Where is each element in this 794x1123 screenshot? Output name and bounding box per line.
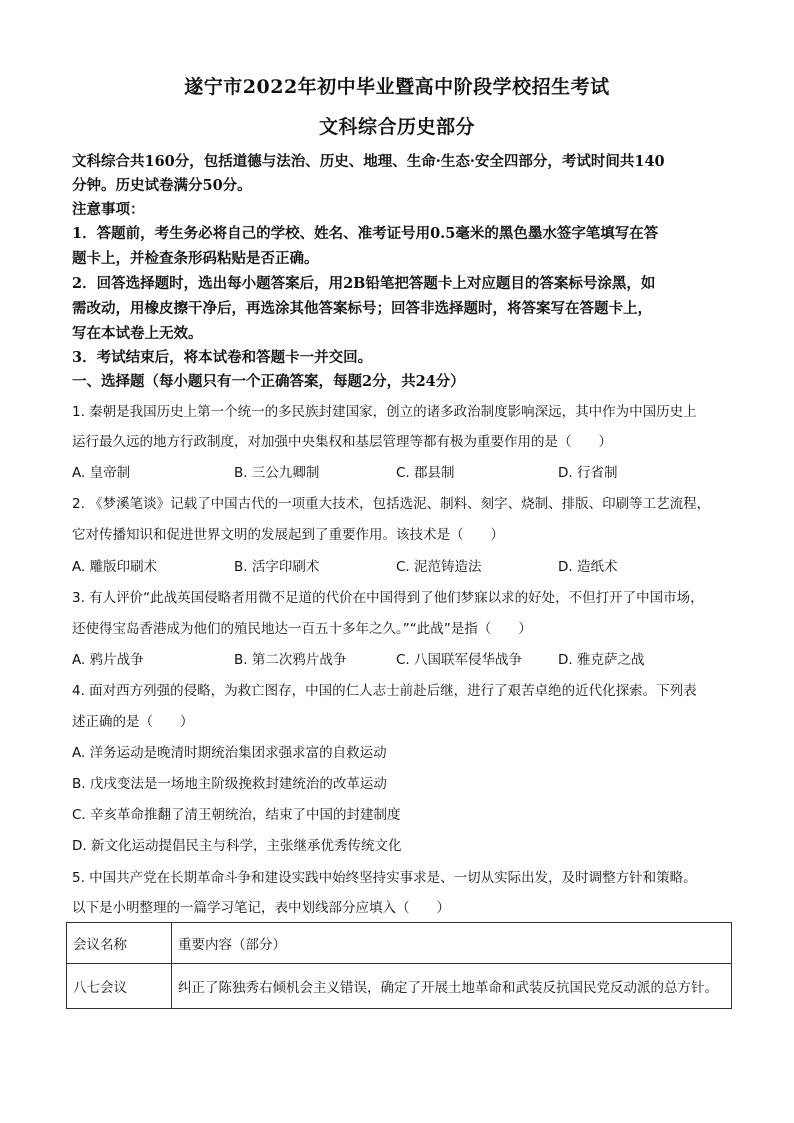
- notice-line: 2．回答选择题时，选出每小题答案后，用2B铅笔把答题卡上对应题目的答案标号涂黑，如: [72, 275, 656, 292]
- option-c: C. 泥范铸造法: [396, 559, 482, 575]
- question-4-text: 4. 面对西方列强的侵略，为救亡图存，中国的仁人志士前赴后继，进行了艰苦卓绝的近代化探索。下列表: [72, 683, 697, 699]
- question-2-text: 2. 《梦溪笔谈》记载了中国古代的一项重大技术，包括选泥、制料、刻字、烧制、排版、印刷等工艺流程，: [72, 496, 711, 512]
- intro-line: 文科综合共160分，包括道德与法治、历史、地理、生命·生态·安全四部分，考试时间共140: [72, 153, 665, 170]
- option-b: B. 三公九卿制: [234, 465, 320, 481]
- question-3-text: 3. 有人评价“此战英国侵略者用微不足道的代价在中国得到了他们梦寐以求的好处，不但打开了中国市场，: [72, 590, 704, 606]
- question-1-text: 1. 秦朝是我国历史上第一个统一的多民族封建国家，创立的诸多政治制度影响深远，其中作为中国历史上: [72, 404, 697, 420]
- section-heading: 一、选择题（每小题只有一个正确答案，每题2分，共24分）: [72, 373, 465, 390]
- exam-subtitle: 文科综合历史部分: [318, 116, 475, 138]
- option-b: B. 戊戌变法是一场地主阶级挽救封建统治的改革运动: [72, 776, 387, 792]
- question-2-text: 它对传播知识和促进世界文明的发展起到了重要作用。该技术是（ ）: [72, 527, 504, 543]
- option-d: D. 造纸术: [558, 559, 618, 575]
- notice-heading: 注意事项：: [72, 201, 145, 218]
- question-2-options: [72, 555, 732, 577]
- table-cell: 纠正了陈独秀右倾机会主义错误，确定了开展土地革命和武装反抗国民党反动派的总方针。: [172, 964, 732, 1009]
- option-b: B. 活字印刷术: [234, 559, 320, 575]
- option-b: B. 第二次鸦片战争: [234, 652, 347, 668]
- table-header-cell: 会议名称: [67, 923, 172, 964]
- table-header-cell: 重要内容（部分）: [172, 923, 732, 964]
- question-1-text: 运行最久远的地方行政制度，对加强中央集权和基层管理等都有极为重要作用的是（ ）: [72, 434, 612, 450]
- question-1-options: [72, 461, 732, 483]
- option-a: A. 鸦片战争: [72, 652, 144, 668]
- exam-title: 遂宁市2022年初中毕业暨高中阶段学校招生考试: [184, 76, 610, 98]
- option-a: A. 皇帝制: [72, 465, 131, 481]
- option-d: D. 新文化运动提倡民主与科学，主张继承优秀传统文化: [72, 838, 402, 854]
- option-a: A. 雕版印刷术: [72, 559, 158, 575]
- option-d: D. 雅克萨之战: [558, 652, 645, 668]
- option-d: D. 行省制: [558, 465, 618, 481]
- question-3-options: [72, 648, 732, 670]
- notice-line: 题卡上，并检查条形码粘贴是否正确。: [72, 250, 319, 267]
- option-c: C. 八国联军侵华战争: [396, 652, 523, 668]
- notice-line: 1．答题前，考生务必将自己的学校、姓名、准考证号用0.5毫米的黑色墨水签字笔填写在答: [72, 225, 659, 242]
- table-header-row: [67, 923, 732, 964]
- table-row: [67, 964, 732, 1009]
- meeting-table: [66, 922, 732, 1009]
- question-4-text: 述正确的是（ ）: [72, 714, 194, 730]
- question-5-text: 5. 中国共产党在长期革命斗争和建设实践中始终坚持实事求是、一切从实际出发，及时调整方针和策略。: [72, 870, 697, 886]
- table-cell: 八七会议: [67, 964, 172, 1009]
- question-3-text: 还使得宝岛香港成为他们的殖民地达一百五十多年之久。”“此战”是指（ ）: [72, 621, 532, 637]
- option-c: C. 辛亥革命推翻了清王朝统治，结束了中国的封建制度: [72, 807, 401, 823]
- notice-line: 需改动，用橡皮擦干净后，再选涂其他答案标号；回答非选择题时，将答案写在答题卡上，: [72, 300, 652, 317]
- notice-line: 写在本试卷上无效。: [72, 325, 203, 342]
- intro-line: 分钟。历史试卷满分50分。: [72, 177, 252, 194]
- question-5-text: 以下是小明整理的一篇学习笔记，表中划线部分应填入（ ）: [72, 900, 450, 916]
- notice-line: 3．考试结束后，将本试卷和答题卡一并交回。: [72, 349, 373, 366]
- option-a: A. 洋务运动是晚清时期统治集团求强求富的自救运动: [72, 745, 387, 761]
- option-c: C. 郡县制: [396, 465, 455, 481]
